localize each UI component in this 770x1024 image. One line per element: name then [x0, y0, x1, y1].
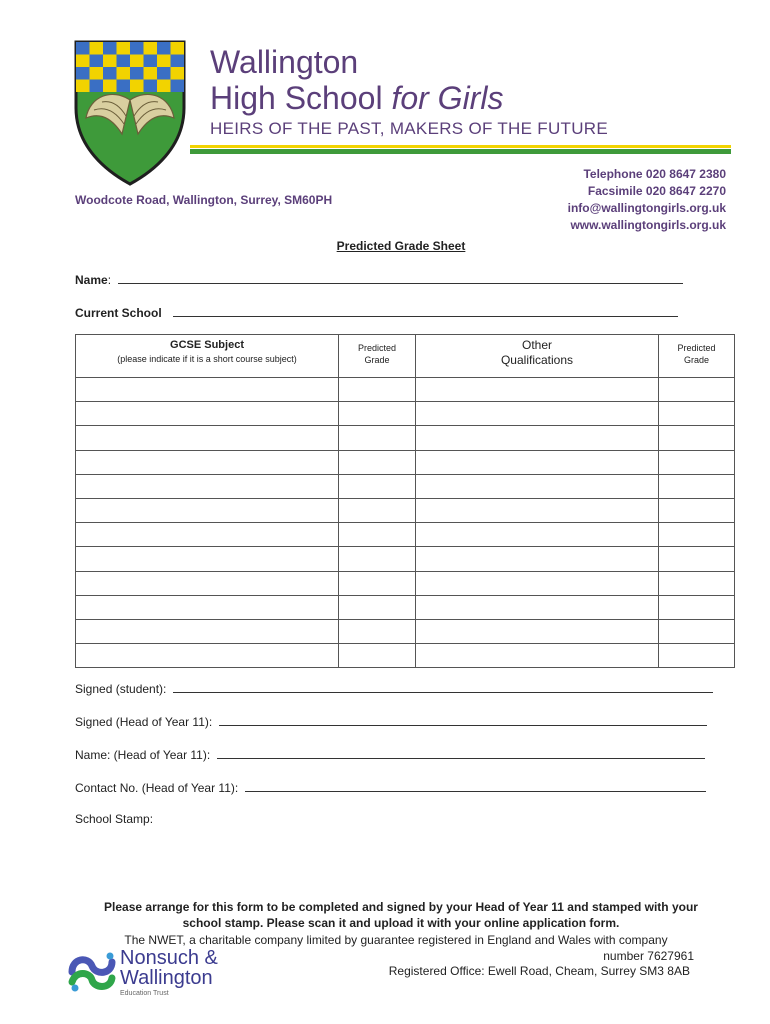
predicted-grade-cell[interactable]	[339, 426, 416, 450]
other-predicted-grade-cell[interactable]	[659, 595, 735, 619]
website-link[interactable]: www.wallingtongirls.org.uk	[570, 218, 726, 232]
other-predicted-grade-cell[interactable]	[659, 426, 735, 450]
school-stamp-label: School Stamp:	[75, 812, 154, 826]
header-predicted-grade-2	[659, 335, 735, 378]
sheet-title: Predicted Grade Sheet	[336, 239, 466, 253]
predicted-grade-cell[interactable]	[339, 547, 416, 571]
gcse-subject-cell[interactable]	[76, 426, 339, 450]
predicted-grade-cell[interactable]	[339, 595, 416, 619]
gcse-subject-cell[interactable]	[76, 595, 339, 619]
instruction-line1: Please arrange for this form to be completed and signed by your Head of Year 11 and stamped with your	[104, 900, 698, 914]
predicted-grade-cell[interactable]	[339, 402, 416, 426]
table-row	[76, 547, 735, 571]
table-row	[76, 619, 735, 643]
predicted-grade-cell[interactable]	[339, 644, 416, 668]
school-name-line2-italic: for Girls	[391, 80, 504, 116]
other-predicted-grade-cell[interactable]	[659, 571, 735, 595]
name-input-line[interactable]	[118, 271, 683, 284]
other-predicted-grade-cell[interactable]	[659, 474, 735, 498]
other-qualification-cell[interactable]	[416, 402, 659, 426]
gcse-subject-cell[interactable]	[76, 619, 339, 643]
header-other-qualifications-line2: Qualifications	[500, 353, 574, 367]
other-predicted-grade-cell[interactable]	[659, 450, 735, 474]
school-name-line2	[210, 80, 503, 116]
email-link[interactable]: info@wallingtongirls.org.uk	[567, 201, 726, 215]
table-row	[76, 450, 735, 474]
current-school-label: Current School	[75, 306, 162, 320]
other-predicted-grade-cell[interactable]	[659, 378, 735, 402]
other-qualification-cell[interactable]	[416, 378, 659, 402]
header-gcse-subject-title: GCSE Subject	[170, 339, 244, 351]
gcse-subject-cell[interactable]	[76, 547, 339, 571]
header-other-qualifications-line1: Other	[521, 338, 552, 352]
school-name	[210, 44, 503, 116]
predicted-grade-cell[interactable]	[339, 498, 416, 522]
signed-head-field[interactable]	[75, 713, 707, 729]
gcse-subject-cell[interactable]	[76, 378, 339, 402]
header-other-qualifications	[416, 335, 659, 378]
grades-table	[75, 334, 735, 668]
name-head-label: Name: (Head of Year 11):	[75, 748, 211, 762]
gcse-subject-cell[interactable]	[76, 644, 339, 668]
predicted-grade-cell[interactable]	[339, 378, 416, 402]
other-qualification-cell[interactable]	[416, 523, 659, 547]
predicted-grade-cell[interactable]	[339, 450, 416, 474]
name-label: Name	[75, 273, 108, 287]
other-qualification-cell[interactable]	[416, 644, 659, 668]
header-predicted-grade-1-line2: Grade	[364, 355, 390, 365]
name-colon: :	[107, 273, 112, 287]
other-predicted-grade-cell[interactable]	[659, 547, 735, 571]
trust-logo-line3: Education Trust	[120, 990, 169, 997]
table-row	[76, 498, 735, 522]
telephone: Telephone 020 8647 2380	[583, 167, 726, 181]
school-crest-icon	[72, 38, 188, 186]
gcse-subject-cell[interactable]	[76, 498, 339, 522]
registered-office: Registered Office: Ewell Road, Cheam, Surrey SM3 8AB	[388, 964, 690, 978]
table-row	[76, 523, 735, 547]
trust-logo-line2: Wallington	[120, 967, 213, 989]
header-stripe-yellow	[190, 145, 731, 148]
header-predicted-grade-1-line1: Predicted	[357, 343, 397, 353]
nwet-line2: number 7627961	[603, 949, 694, 963]
school-name-line1: Wallington	[210, 44, 359, 80]
instruction-line2: school stamp. Please scan it and upload it with your online application form.	[182, 916, 620, 930]
contact-head-line[interactable]	[245, 779, 706, 792]
trust-logo-icon	[66, 950, 118, 994]
signed-head-line[interactable]	[219, 713, 707, 726]
header-stripe-green	[190, 149, 731, 154]
current-school-input-line[interactable]	[173, 304, 678, 317]
facsimile: Facsimile 020 8647 2270	[587, 184, 726, 198]
other-predicted-grade-cell[interactable]	[659, 619, 735, 643]
header-predicted-grade-2-line2: Grade	[683, 355, 709, 365]
table-row	[76, 595, 735, 619]
other-predicted-grade-cell[interactable]	[659, 644, 735, 668]
other-predicted-grade-cell[interactable]	[659, 402, 735, 426]
trust-logo-line1: Nonsuch &	[120, 947, 218, 969]
contact-block	[568, 166, 726, 234]
other-predicted-grade-cell[interactable]	[659, 498, 735, 522]
gcse-subject-cell[interactable]	[76, 571, 339, 595]
other-qualification-cell[interactable]	[416, 450, 659, 474]
table-row	[76, 571, 735, 595]
other-qualification-cell[interactable]	[416, 426, 659, 450]
other-qualification-cell[interactable]	[416, 498, 659, 522]
name-field[interactable]	[75, 271, 683, 287]
signed-head-label: Signed (Head of Year 11):	[75, 715, 213, 729]
other-qualification-cell[interactable]	[416, 595, 659, 619]
header-gcse-subject	[76, 335, 339, 378]
gcse-subject-cell[interactable]	[76, 402, 339, 426]
contact-head-field[interactable]	[75, 779, 706, 795]
predicted-grade-cell[interactable]	[339, 619, 416, 643]
current-school-field[interactable]	[75, 304, 678, 320]
table-row	[76, 378, 735, 402]
signed-student-field[interactable]	[75, 680, 713, 696]
header-predicted-grade-1	[339, 335, 416, 378]
predicted-grade-cell[interactable]	[339, 571, 416, 595]
predicted-grade-cell[interactable]	[339, 523, 416, 547]
signed-student-line[interactable]	[173, 680, 713, 693]
header-predicted-grade-2-line1: Predicted	[677, 343, 716, 353]
signed-student-label: Signed (student):	[75, 682, 167, 696]
name-head-field[interactable]	[75, 746, 705, 762]
other-qualification-cell[interactable]	[416, 547, 659, 571]
gcse-subject-cell[interactable]	[76, 523, 339, 547]
footer-instructions	[0, 899, 770, 931]
other-qualification-cell[interactable]	[416, 474, 659, 498]
table-row	[76, 644, 735, 668]
other-predicted-grade-cell[interactable]	[659, 523, 735, 547]
header-gcse-subject-note: (please indicate if it is a short course subject)	[117, 354, 297, 364]
other-qualification-cell[interactable]	[416, 571, 659, 595]
table-header-row	[76, 335, 735, 378]
gcse-subject-cell[interactable]	[76, 450, 339, 474]
table-row	[76, 426, 735, 450]
nwet-line1: The NWET, a charitable company limited by guarantee registered in England and Wales with company	[124, 933, 668, 947]
table-row	[76, 474, 735, 498]
school-name-line2-plain: High School	[210, 80, 392, 116]
school-motto: HEIRS OF THE PAST, MAKERS OF THE FUTURE	[210, 119, 609, 138]
school-address: Woodcote Road, Wallington, Surrey, SM60PH	[75, 193, 333, 207]
name-head-line[interactable]	[217, 746, 705, 759]
other-qualification-cell[interactable]	[416, 619, 659, 643]
gcse-subject-cell[interactable]	[76, 474, 339, 498]
predicted-grade-cell[interactable]	[339, 474, 416, 498]
contact-head-label: Contact No. (Head of Year 11):	[75, 781, 239, 795]
table-row	[76, 402, 735, 426]
